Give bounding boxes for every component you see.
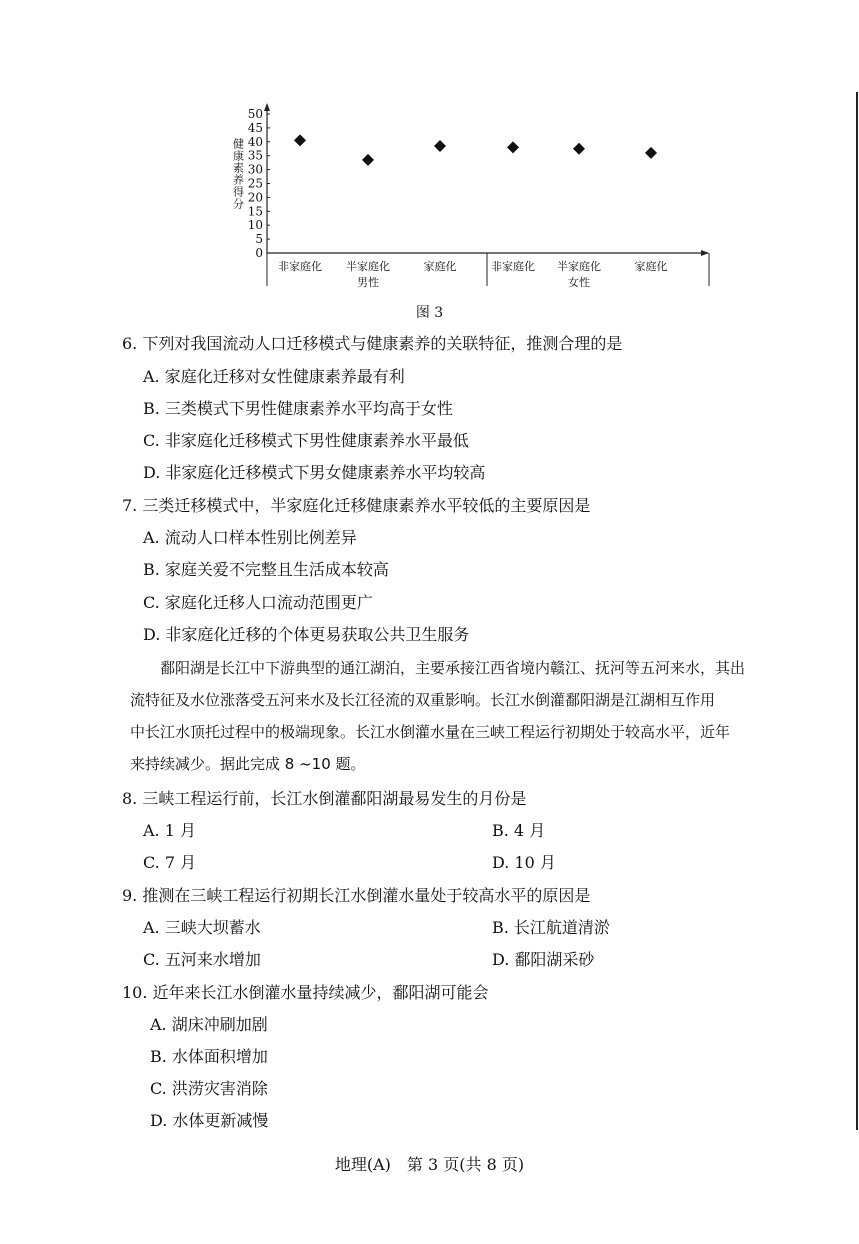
data-point-diamond: [294, 134, 306, 146]
x-tick-label: 非家庭化: [491, 260, 535, 273]
page-footer: 地理(A) 第 3 页(共 8 页): [334, 1155, 525, 1174]
y-tick-label: 0: [255, 246, 263, 260]
passage-line-2: 流特征及水位涨落受五河来水及长江径流的双重影响。长江水倒灌鄱阳湖是江湖相互作用: [130, 691, 716, 709]
question-7-option-d: D. 非家庭化迁移的个体更易获取公共卫生服务: [143, 625, 470, 644]
y-tick-label: 25: [247, 176, 263, 191]
y-tick-label: 40: [247, 134, 263, 149]
question-9-option-d: D. 鄱阳湖采砂: [492, 950, 595, 969]
passage-line-1: 鄱阳湖是长江中下游典型的通江湖泊，主要承接江西省境内赣江、抚河等五河来水，其出: [160, 659, 746, 677]
y-axis-title: 健康素养得分: [231, 138, 245, 210]
question-8-option-b: B. 4 月: [492, 821, 546, 840]
figure-caption: 图 3: [415, 305, 444, 321]
group-label-male: 男性: [357, 276, 379, 289]
x-tick-label: 家庭化: [423, 260, 457, 273]
y-tick-label: 35: [247, 148, 263, 163]
x-tick-label: 半家庭化: [346, 260, 390, 273]
passage-line-3: 中长江水顶托过程中的极端现象。长江水倒灌水量在三峡工程运行初期处于较高水平，近年: [130, 723, 731, 741]
x-tick-label: 非家庭化: [278, 260, 322, 273]
question-8-stem: 8. 三峡工程运行前，长江水倒灌鄱阳湖最易发生的月份是: [122, 789, 527, 808]
question-6-option-b: B. 三类模式下男性健康素养水平均高于女性: [143, 399, 453, 418]
y-tick-label: 45: [247, 120, 263, 135]
question-7-option-c: C. 家庭化迁移人口流动范围更广: [143, 593, 373, 612]
question-6-option-c: C. 非家庭化迁移模式下男性健康素养水平最低: [143, 431, 469, 450]
data-point-diamond: [507, 141, 519, 153]
question-8-option-c: C. 7 月: [143, 853, 197, 872]
question-6-option-a: A. 家庭化迁移对女性健康素养最有利: [143, 367, 405, 386]
x-axis-arrow: [701, 250, 709, 256]
y-axis-arrow: [264, 103, 270, 111]
data-point-diamond: [573, 143, 585, 155]
y-tick-label: 30: [247, 162, 263, 177]
data-point-diamond: [362, 154, 374, 166]
group-label-female: 女性: [568, 276, 590, 289]
question-7-option-a: A. 流动人口样本性别比例差异: [143, 528, 357, 547]
y-tick-label: 50: [247, 107, 263, 121]
question-9-option-b: B. 长江航道清淤: [492, 918, 610, 937]
question-6-stem: 6. 下列对我国流动人口迁移模式与健康素养的关联特征，推测合理的是: [122, 334, 623, 353]
question-10-option-c: C. 洪涝灾害消除: [150, 1079, 268, 1098]
data-point-diamond: [645, 147, 657, 159]
question-10-option-a: A. 湖床冲刷加剧: [150, 1015, 268, 1034]
right-margin-rule: [856, 92, 858, 1130]
passage: [130, 652, 822, 780]
question-10-option-b: B. 水体面积增加: [150, 1047, 268, 1066]
question-7-stem: 7. 三类迁移模式中，半家庭化迁移健康素养水平较低的主要原因是: [122, 496, 591, 515]
x-tick-label: 家庭化: [634, 260, 668, 273]
question-9-stem: 9. 推测在三峡工程运行初期长江水倒灌水量处于较高水平的原因是: [122, 886, 591, 905]
question-10-option-d: D. 水体更新减慢: [150, 1111, 269, 1130]
question-6-option-d: D. 非家庭化迁移模式下男女健康素养水平均较高: [143, 463, 486, 482]
data-point-diamond: [434, 140, 446, 152]
question-9-option-c: C. 五河来水增加: [143, 950, 261, 969]
question-8-option-a: A. 1 月: [143, 821, 196, 840]
y-tick-label: 15: [247, 204, 263, 219]
health-literacy-chart: [218, 100, 718, 295]
y-tick-label: 5: [255, 232, 263, 247]
question-7-option-b: B. 家庭关爱不完整且生活成本较高: [143, 560, 389, 579]
question-10-stem: 10. 近年来长江水倒灌水量持续减少，鄱阳湖可能会: [122, 983, 489, 1002]
passage-line-4: 来持续减少。据此完成 8 ~10 题。: [130, 755, 366, 773]
question-9-option-a: A. 三峡大坝蓄水: [143, 918, 261, 937]
question-8-option-d: D. 10 月: [492, 853, 556, 872]
y-tick-label: 10: [247, 218, 263, 233]
y-tick-label: 20: [247, 190, 263, 205]
x-tick-label: 半家庭化: [557, 260, 601, 273]
